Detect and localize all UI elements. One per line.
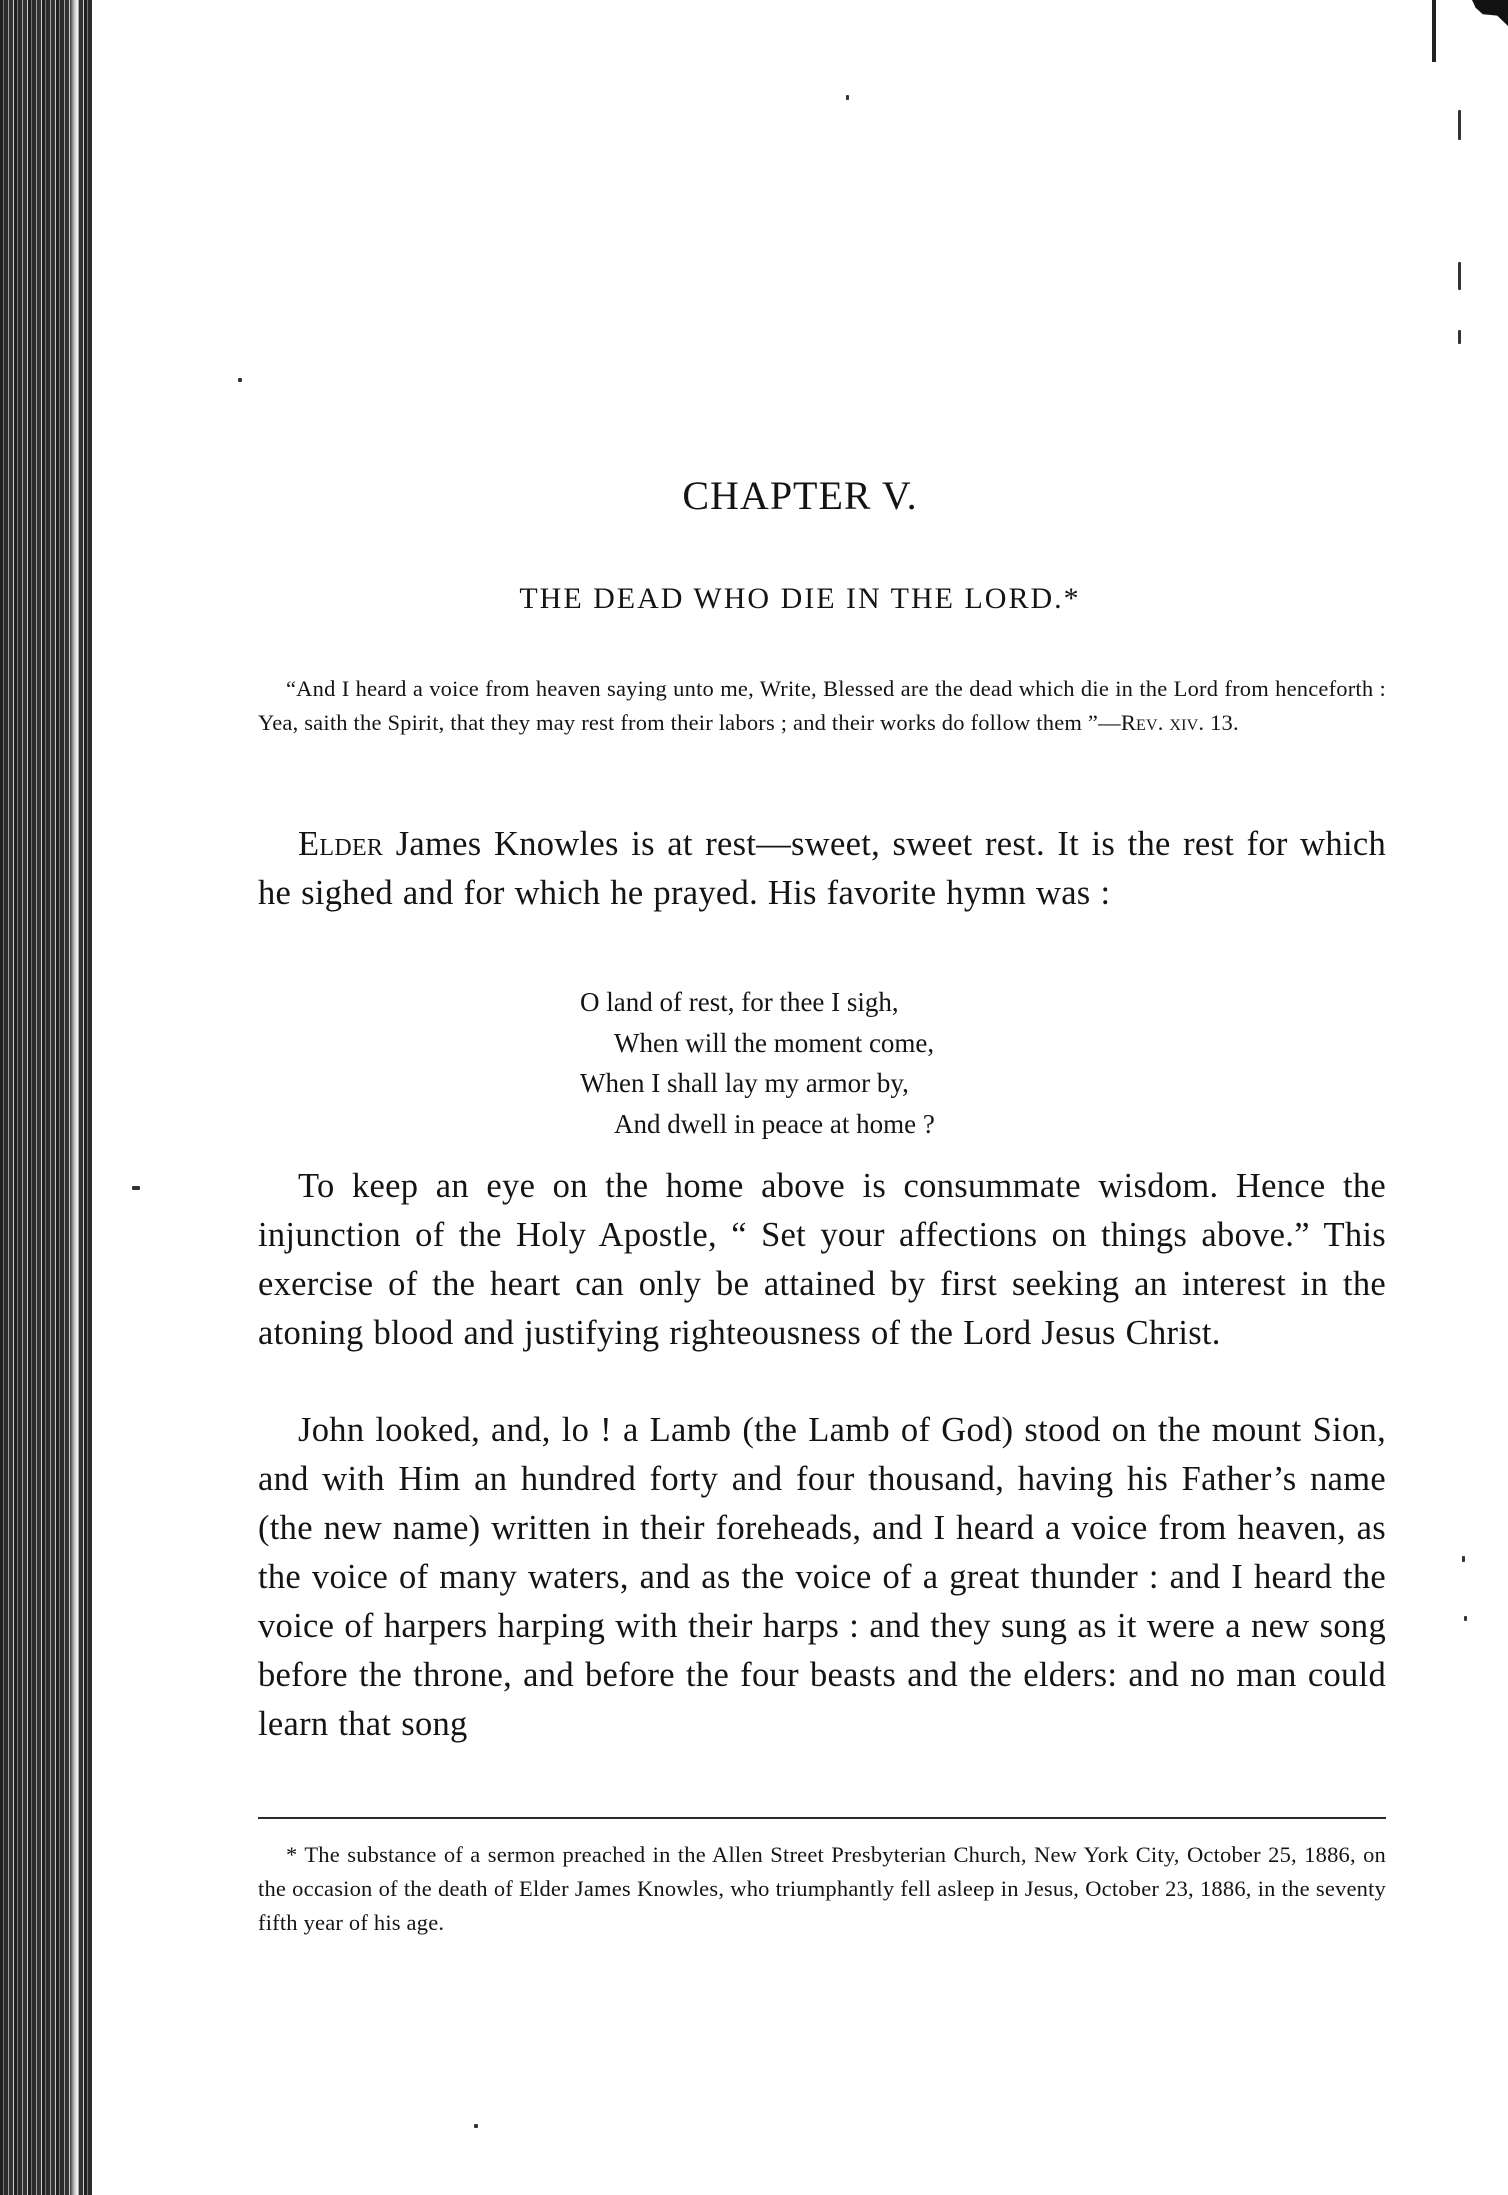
epigraph-citation: Rev. xiv. 13. <box>1120 710 1239 735</box>
scan-speck <box>1464 1616 1467 1621</box>
hymn-line: When will the moment come, <box>614 1027 935 1058</box>
book-binding-edge <box>0 0 92 2195</box>
scan-speck <box>846 95 849 100</box>
paragraph-3-text: John looked, and, lo ! a Lamb (the Lamb of God) stood on the mount Sion, and with Him an hundred forty and four thousand, having his Father’s name (the new name) written in their foreheads, and I heard a voice from heaven, as the voice of many waters, and as the voice of a great thunder : and I heard the voice of harpers harping with their harps : and they sung as it were a new song before the throne, and before the four beasts and the elders: and no man could learn that song <box>258 1411 1386 1743</box>
hymn-line: And dwell in peace at home ? <box>614 1108 935 1139</box>
paragraph-2-text: To keep an eye on the home above is consummate wisdom. Hence the injunction of the Holy Apostle, “ Set your affections on things above.” This exercise of the heart can only be attained by first seeking an interest in the atoning blood and justifying righteousness of the Lord Jesus Christ. <box>258 1167 1386 1352</box>
footnote-divider <box>258 1817 1386 1819</box>
scan-speck <box>474 2124 478 2128</box>
chapter-subtitle: THE DEAD WHO DIE IN THE LORD.* <box>519 582 1081 615</box>
footnote <box>258 1838 1386 1940</box>
paragraph-3 <box>258 1406 1386 1749</box>
hymn-line: O land of rest, for thee I sigh, <box>580 987 899 1017</box>
scan-speck <box>1458 330 1461 344</box>
footnote-text: * The substance of a sermon preached in the Allen Street Presbyterian Church, New York City, October 25, 1886, on the occasion of the death of Elder James Knowles, who triumphantly fell asleep in Jesus, October 23, 1886, in the seventy fifth year of his age. <box>258 1842 1386 1935</box>
epigraph-text: “And I heard a voice from heaven saying unto me, Write, Blessed are the dead which die in the Lord from henceforth : Yea, saith the Spirit, that they may rest from their labors ; and their works do follow them ”— <box>258 676 1386 735</box>
scan-corner-mark <box>1472 0 1508 26</box>
scan-speck <box>238 378 242 382</box>
scan-speck <box>1458 110 1461 140</box>
scan-speck <box>1458 262 1461 290</box>
hymn-line: When I shall lay my armor by, <box>580 1068 909 1098</box>
paragraph-2 <box>258 1162 1386 1358</box>
scan-speck <box>1462 1556 1465 1562</box>
hymn-verse <box>580 982 935 1144</box>
scan-speck <box>132 1186 140 1190</box>
scan-corner-tick <box>1432 0 1436 62</box>
epigraph <box>258 672 1386 740</box>
paragraph-1-text: James Knowles is at rest—sweet, sweet rest. It is the rest for which he sighed and for which he prayed. His favorite hymn was : <box>258 825 1386 912</box>
paragraph-lead-word: Elder <box>298 825 384 863</box>
paragraph-1 <box>258 820 1386 918</box>
chapter-title: CHAPTER V. <box>682 473 918 518</box>
binding-shadow <box>70 0 78 2195</box>
